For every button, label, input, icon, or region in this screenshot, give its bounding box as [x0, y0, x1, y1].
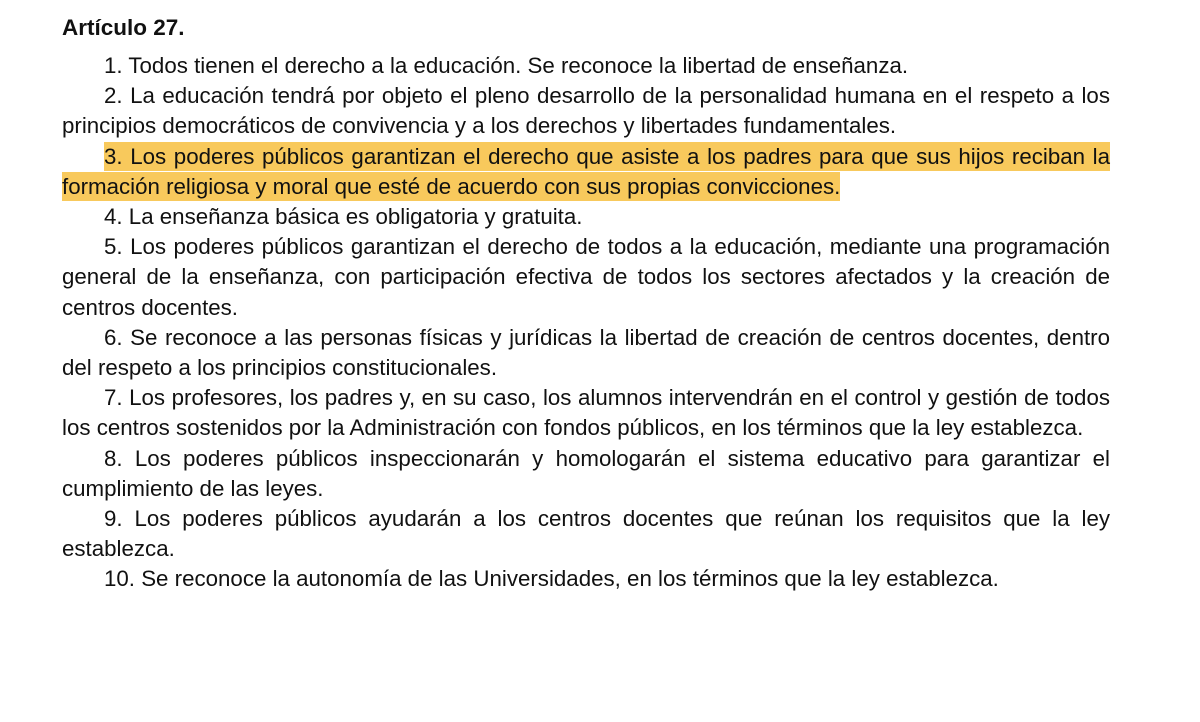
- paragraph-9: [62, 504, 1110, 564]
- paragraph-1-text: 1. Todos tienen el derecho a la educación. Se reconoce la libertad de enseñanza.: [104, 53, 909, 78]
- paragraph-1: [62, 51, 1110, 81]
- paragraph-3: [62, 142, 1110, 202]
- paragraph-7-text: 7. Los profesores, los padres y, en su caso, los alumnos intervendrán en el control y gestión de todos los centros sostenidos por la Administración con fondos públicos, en los términos que la ley establezca.: [62, 385, 1110, 441]
- paragraph-10: [62, 564, 1110, 594]
- paragraph-4-text: 4. La enseñanza básica es obligatoria y gratuita.: [104, 204, 583, 230]
- paragraph-8-text: 8. Los poderes públicos inspeccionarán y homologarán el sistema educativo para garantizar el cumplimiento de las leyes.: [62, 445, 1110, 501]
- article-title: Artículo 27.: [62, 15, 185, 40]
- paragraph-2-text: 2. La educación tendrá por objeto el pleno desarrollo de la personalidad humana en el respeto a los principios democráticos de convivencia y a los derechos y libertades fundamentales.: [62, 83, 1110, 139]
- paragraph-7: [62, 383, 1110, 443]
- paragraph-9-text: 9. Los poderes públicos ayudarán a los centros docentes que reúnan los requisitos que la ley establezca.: [62, 506, 1110, 562]
- paragraph-6: [62, 323, 1110, 383]
- paragraph-4: [62, 202, 1110, 232]
- paragraph-3-highlighted-text: 3. Los poderes públicos garantizan el derecho que asiste a los padres para que sus hijos reciban la formación religiosa y moral que esté de acuerdo con sus propias convicciones.: [62, 143, 1110, 199]
- paragraph-5-text: 5. Los poderes públicos garantizan el derecho de todos a la educación, mediante una programación general de la enseñanza, con participación efectiva de todos los sectores afectados y la creación de centros docentes.: [62, 234, 1110, 320]
- paragraph-2: [62, 81, 1110, 141]
- paragraph-6-text: 6. Se reconoce a las personas físicas y jurídicas la libertad de creación de centros docentes, dentro del respeto a los principios constitucionales.: [62, 324, 1110, 381]
- paragraph-10-text: 10. Se reconoce la autonomía de las Universidades, en los términos que la ley establezca.: [104, 566, 999, 592]
- article-body: [62, 51, 1110, 595]
- paragraph-8: [62, 444, 1110, 504]
- paragraph-5: [62, 232, 1110, 323]
